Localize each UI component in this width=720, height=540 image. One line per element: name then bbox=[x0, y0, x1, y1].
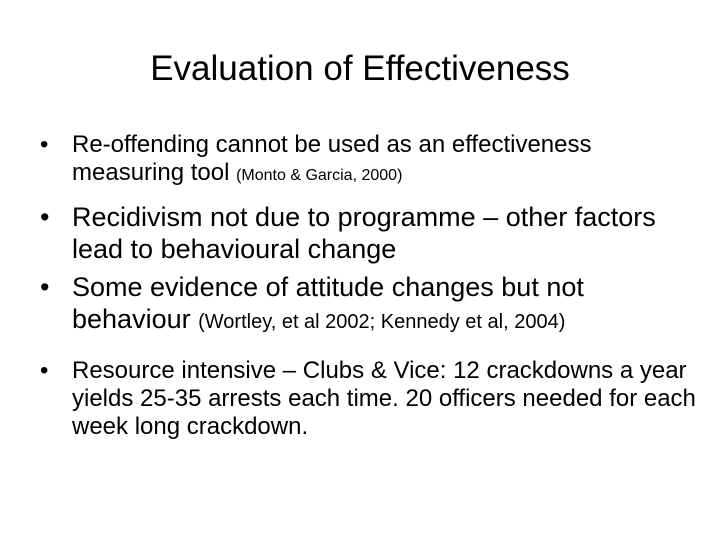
bullet-dot-icon: • bbox=[40, 272, 50, 302]
bullet-text: Resource intensive – Clubs & Vice: 12 crackdowns a year yields 25-35 arrests each time. 20 officers needed for each week long crackdown. bbox=[72, 357, 696, 440]
bullet-dot-icon: • bbox=[40, 202, 50, 232]
bullet-text: Some evidence of attitude changes but not behaviour bbox=[72, 272, 584, 334]
bullet-item bbox=[40, 201, 700, 265]
bullet-item bbox=[40, 131, 700, 190]
bullet-text: Recidivism not due to programme – other factors lead to behavioural change bbox=[72, 202, 656, 264]
bullet-item bbox=[40, 271, 700, 338]
bullet-dot-icon: • bbox=[40, 131, 49, 158]
bullet-list bbox=[40, 131, 700, 441]
bullet-citation: (Monto & Garcia, 2000) bbox=[236, 167, 403, 184]
bullet-citation: (Wortley, et al 2002; Kennedy et al, 2004) bbox=[198, 311, 566, 333]
bullet-dot-icon: • bbox=[40, 357, 49, 384]
bullet-item bbox=[40, 357, 700, 441]
slide-title: Evaluation of Effectiveness bbox=[150, 49, 570, 88]
bullet-text: Re-offending cannot be used as an effectiveness measuring tool bbox=[72, 131, 592, 186]
